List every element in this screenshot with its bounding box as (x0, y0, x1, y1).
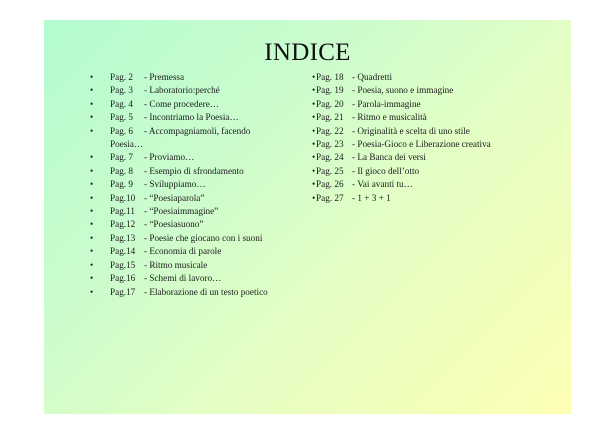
bullet-icon: • (312, 139, 316, 150)
page-number: Pag.16 (110, 273, 136, 284)
entry-title-continuation: Poesia… (110, 139, 144, 150)
entry-title: - Parola-immagine (352, 98, 421, 109)
slide (44, 20, 571, 414)
index-entry (82, 232, 302, 245)
index-entry (312, 84, 562, 97)
page-number: Pag. 7 (110, 152, 133, 163)
entry-title: - Elaborazione di un testo poetico (144, 286, 268, 297)
index-entry (312, 165, 562, 178)
page-number: Pag. 8 (110, 165, 133, 176)
page-number: Pag. 26 (316, 179, 344, 190)
entry-title: - “Poesiaimmagine” (144, 206, 219, 217)
entry-title: - “Poesiaparola” (144, 192, 205, 203)
entry-title: - “Poesiasuono” (144, 219, 204, 230)
entry-title: - La Banca dei versi (352, 152, 426, 163)
entry-title: - Accompagniamoli, facendo (144, 125, 251, 136)
page-number: Pag. 20 (316, 98, 344, 109)
page-number: Pag.10 (110, 192, 136, 203)
entry-title: - Economia di parole (144, 246, 222, 257)
index-entry (312, 125, 562, 138)
bullet-icon: • (312, 125, 316, 136)
entry-title: - Ritmo e musicalità (352, 112, 427, 123)
page-number: Pag. 9 (110, 179, 133, 190)
page-number: Pag.12 (110, 219, 136, 230)
bullet-icon: • (90, 286, 94, 297)
bullet-icon: • (90, 246, 94, 257)
index-entry (312, 138, 562, 151)
index-entry (82, 71, 302, 84)
bullet-icon: • (90, 85, 94, 96)
page-number: Pag. 27 (316, 192, 344, 203)
index-entry (312, 98, 562, 111)
page-number: Pag. 18 (316, 72, 344, 82)
page-number: Pag. 2 (110, 72, 133, 82)
index-entry (82, 98, 302, 111)
entry-title: - Poesie che giocano con i suoni (144, 232, 263, 243)
page-number: Pag. 21 (316, 112, 344, 123)
bullet-icon: • (312, 165, 316, 176)
page-number: Pag.13 (110, 232, 136, 243)
index-entry (312, 111, 562, 124)
index-entry (82, 286, 302, 299)
page-number: Pag.17 (110, 286, 136, 297)
bullet-icon: • (90, 152, 94, 163)
entry-title: - Ritmo musicale (144, 259, 208, 270)
index-entry (312, 192, 562, 205)
index-entry (82, 84, 302, 97)
bullet-icon: • (90, 112, 94, 123)
index-entry (82, 205, 302, 218)
index-entry (82, 245, 302, 258)
page-number: Pag. 6 (110, 125, 133, 136)
entry-title: - Poesia, suono e immagine (352, 85, 454, 96)
entry-title: - Incontriamo la Poesia… (144, 112, 239, 123)
page-number: Pag.15 (110, 259, 136, 270)
bullet-icon: • (90, 259, 94, 270)
bullet-icon: • (312, 112, 316, 123)
index-right-column (312, 71, 562, 205)
entry-title: - Schemi di lavoro… (144, 273, 222, 284)
bullet-icon: • (90, 179, 94, 190)
index-entry (82, 111, 302, 124)
entry-title: - Proviamo… (144, 152, 195, 163)
page-number: Pag. 23 (316, 139, 344, 150)
entry-title: - Vai avanti tu… (352, 179, 413, 190)
entry-title: - Esempio di sfrondamento (144, 165, 244, 176)
index-entry (312, 151, 562, 164)
page-number: Pag. 22 (316, 125, 344, 136)
index-entry (82, 178, 302, 191)
slide-title: INDICE (264, 39, 351, 66)
bullet-icon: • (90, 219, 94, 230)
index-entry (82, 272, 302, 285)
page-number: Pag. 25 (316, 165, 344, 176)
entry-title: - Il gioco dell’otto (352, 165, 420, 176)
index-entry (82, 218, 302, 231)
index-entry (312, 71, 562, 84)
bullet-icon: • (90, 273, 94, 284)
page-number: Pag. 3 (110, 85, 133, 96)
entry-title: - Come procedere… (144, 98, 219, 109)
bullet-icon: • (90, 165, 94, 176)
bullet-icon: • (90, 232, 94, 243)
index-entry (82, 192, 302, 205)
page-number: Pag. 5 (110, 112, 133, 123)
bullet-icon: • (90, 72, 94, 82)
index-entry (82, 165, 302, 178)
entry-title: - Quadretti (352, 72, 393, 82)
bullet-icon: • (90, 206, 94, 217)
bullet-icon: • (312, 179, 316, 190)
entry-title: - Sviluppiamo… (144, 179, 206, 190)
index-entry (312, 178, 562, 191)
entry-title: - Laboratorio:perché (144, 85, 220, 96)
bullet-icon: • (312, 85, 316, 96)
bullet-icon: • (312, 192, 316, 203)
bullet-icon: • (312, 152, 316, 163)
bullet-icon: • (312, 98, 316, 109)
bullet-icon: • (90, 125, 94, 136)
index-entry (82, 259, 302, 272)
entry-title: - Originalità e scelta di uno stile (352, 125, 470, 136)
entry-title: - 1 + 3 + 1 (352, 192, 391, 203)
page-number: Pag.14 (110, 246, 136, 257)
entry-title: - Premessa (144, 72, 185, 82)
bullet-icon: • (90, 98, 94, 109)
index-entry (82, 125, 302, 152)
page-number: Pag. 4 (110, 98, 133, 109)
page-number: Pag. 19 (316, 85, 344, 96)
entry-title: - Poesia-Gioco e Liberazione creativa (352, 139, 491, 150)
index-entry (82, 151, 302, 164)
bullet-icon: • (90, 192, 94, 203)
page-number: Pag. 24 (316, 152, 344, 163)
bullet-icon: • (312, 72, 316, 82)
page-number: Pag.11 (110, 206, 135, 217)
index-left-column (82, 71, 302, 299)
